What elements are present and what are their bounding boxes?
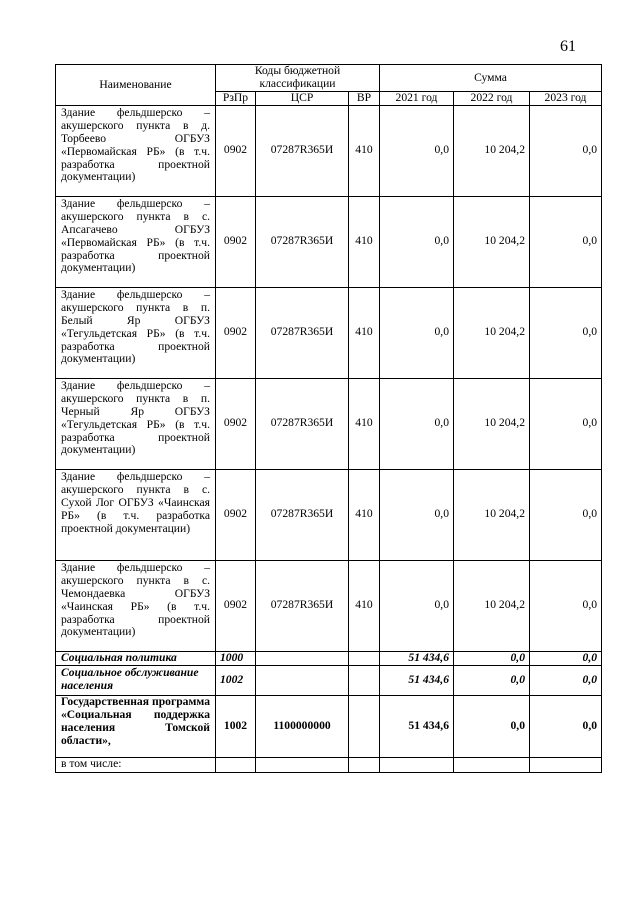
- item-csr: 07287R365И: [256, 196, 349, 287]
- item-vr: 410: [349, 287, 380, 378]
- item-name: Здание фельдшерско – акушерского пункта в с. Апсагачево ОГБУЗ «Первомайская РБ» (в т.ч. разработка проектной документации): [56, 196, 216, 287]
- item-name: Здание фельдшерско – акушерского пункта в п. Белый Яр ОГБУЗ «Тегульдетская РБ» (в т.ч. разработка проектной документации): [56, 287, 216, 378]
- item-2023: 0,0: [530, 105, 602, 196]
- empty-cell: [380, 757, 454, 772]
- header-row-1: [56, 65, 602, 92]
- social-service-rzpr: 1002: [216, 665, 256, 695]
- item-csr: 07287R365И: [256, 469, 349, 560]
- table-row: [56, 378, 602, 469]
- note-row: [56, 757, 602, 772]
- item-csr: 07287R365И: [256, 378, 349, 469]
- item-2021: 0,0: [380, 196, 454, 287]
- social-policy-2023: 0,0: [530, 651, 602, 665]
- item-2022: 10 204,2: [454, 378, 530, 469]
- social-policy-rzpr: 1000: [216, 651, 256, 665]
- item-vr: 410: [349, 560, 380, 651]
- item-name: Здание фельдшерско – акушерского пункта в п. Черный Яр ОГБУЗ «Тегульдетская РБ» (в т.ч. разработка проектной документации): [56, 378, 216, 469]
- item-2022: 10 204,2: [454, 196, 530, 287]
- state-program-rzpr: 1002: [216, 695, 256, 757]
- item-rzpr: 0902: [216, 287, 256, 378]
- table-row: [56, 469, 602, 560]
- social-service-vr: [349, 665, 380, 695]
- item-rzpr: 0902: [216, 105, 256, 196]
- state-program-2022: 0,0: [454, 695, 530, 757]
- page-number: 61: [560, 38, 576, 55]
- social-policy-2021: 51 434,6: [380, 651, 454, 665]
- item-2023: 0,0: [530, 560, 602, 651]
- social-service-2021: 51 434,6: [380, 665, 454, 695]
- header-name: Наименование: [56, 65, 216, 106]
- empty-cell: [454, 757, 530, 772]
- item-vr: 410: [349, 378, 380, 469]
- note-text: в том числе:: [56, 757, 216, 772]
- header-col-2023: 2023 год: [530, 92, 602, 106]
- social-service-row: [56, 665, 602, 695]
- item-2022: 10 204,2: [454, 560, 530, 651]
- item-2023: 0,0: [530, 378, 602, 469]
- item-vr: 410: [349, 196, 380, 287]
- item-name: Здание фельдшерско – акушерского пункта в с. Сухой Лог ОГБУЗ «Чаинская РБ» (в т.ч. разработка проектной документации): [56, 469, 216, 560]
- table-row: [56, 196, 602, 287]
- state-program-csr: 1100000000: [256, 695, 349, 757]
- item-2021: 0,0: [380, 378, 454, 469]
- item-2022: 10 204,2: [454, 105, 530, 196]
- state-program-row: [56, 695, 602, 757]
- item-2023: 0,0: [530, 469, 602, 560]
- social-service-csr: [256, 665, 349, 695]
- item-2023: 0,0: [530, 196, 602, 287]
- header-col-2022: 2022 год: [454, 92, 530, 106]
- empty-cell: [530, 757, 602, 772]
- item-2021: 0,0: [380, 469, 454, 560]
- empty-cell: [349, 757, 380, 772]
- item-csr: 07287R365И: [256, 287, 349, 378]
- state-program-2021: 51 434,6: [380, 695, 454, 757]
- item-2022: 10 204,2: [454, 287, 530, 378]
- header-col-2021: 2021 год: [380, 92, 454, 106]
- social-policy-row: [56, 651, 602, 665]
- social-policy-name: Социальная политика: [56, 651, 216, 665]
- item-2021: 0,0: [380, 560, 454, 651]
- item-2021: 0,0: [380, 105, 454, 196]
- item-2023: 0,0: [530, 287, 602, 378]
- item-csr: 07287R365И: [256, 560, 349, 651]
- social-policy-vr: [349, 651, 380, 665]
- item-rzpr: 0902: [216, 560, 256, 651]
- item-2022: 10 204,2: [454, 469, 530, 560]
- item-vr: 410: [349, 469, 380, 560]
- header-sum: Сумма: [380, 65, 602, 92]
- item-csr: 07287R365И: [256, 105, 349, 196]
- item-name: Здание фельдшерско – акушерского пункта в с. Чемондаевка ОГБУЗ «Чаинская РБ» (в т.ч. разработка проектной документации): [56, 560, 216, 651]
- empty-cell: [256, 757, 349, 772]
- table-row: [56, 287, 602, 378]
- budget-table: [55, 64, 602, 773]
- social-policy-2022: 0,0: [454, 651, 530, 665]
- table-row: [56, 560, 602, 651]
- item-2021: 0,0: [380, 287, 454, 378]
- table-row: [56, 105, 602, 196]
- header-col-rzpr: РзПр: [216, 92, 256, 106]
- header-col-csr: ЦСР: [256, 92, 349, 106]
- social-service-name: Социальное обслуживание населения: [56, 665, 216, 695]
- social-service-2023: 0,0: [530, 665, 602, 695]
- item-rzpr: 0902: [216, 378, 256, 469]
- social-policy-csr: [256, 651, 349, 665]
- item-vr: 410: [349, 105, 380, 196]
- header-codes: Коды бюджетной классификации: [216, 65, 380, 92]
- item-rzpr: 0902: [216, 196, 256, 287]
- state-program-vr: [349, 695, 380, 757]
- state-program-name: Государственная программа «Социальная поддержка населения Томской области»,: [56, 695, 216, 757]
- state-program-2023: 0,0: [530, 695, 602, 757]
- item-rzpr: 0902: [216, 469, 256, 560]
- item-name: Здание фельдшерско – акушерского пункта в д. Торбеево ОГБУЗ «Первомайская РБ» (в т.ч. разработка проектной документации): [56, 105, 216, 196]
- header-col-vr: ВР: [349, 92, 380, 106]
- social-service-2022: 0,0: [454, 665, 530, 695]
- empty-cell: [216, 757, 256, 772]
